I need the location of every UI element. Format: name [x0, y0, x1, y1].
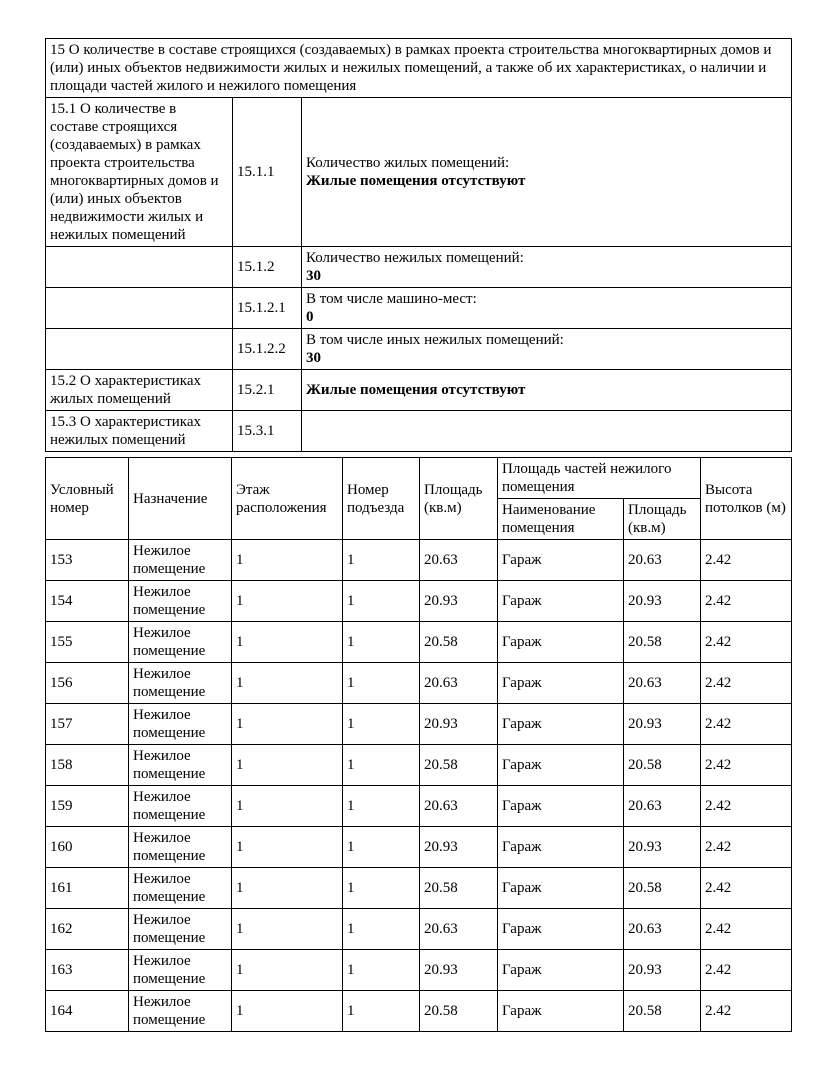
cell-purpose: Нежилое помещение	[129, 868, 232, 909]
cell-area: 20.63	[420, 540, 498, 581]
col-header-purpose: Назначение	[129, 458, 232, 540]
cell-part-name: Гараж	[498, 745, 624, 786]
cell-conditional-number: 154	[46, 581, 129, 622]
cell-entrance: 1	[343, 540, 420, 581]
cell-part-area: 20.58	[624, 868, 701, 909]
cell-conditional-number: 157	[46, 704, 129, 745]
table-row	[46, 540, 792, 581]
cell-part-name: Гараж	[498, 827, 624, 868]
col-header-area: Площадь (кв.м)	[420, 458, 498, 540]
cell-area: 20.63	[420, 909, 498, 950]
cell-conditional-number: 162	[46, 909, 129, 950]
value-15-1-2-1: 0	[306, 309, 314, 325]
code-15-1-1: 15.1.1	[233, 98, 302, 247]
table-row	[46, 909, 792, 950]
table-row	[46, 950, 792, 991]
section-15-table	[45, 38, 792, 452]
cell-purpose: Нежилое помещение	[129, 950, 232, 991]
empty-label-cell	[46, 247, 233, 288]
document-content	[45, 38, 791, 1032]
cell-conditional-number: 163	[46, 950, 129, 991]
row-15-1-2	[46, 247, 792, 288]
cell-ceiling-height: 2.42	[701, 622, 792, 663]
cell-area: 20.93	[420, 581, 498, 622]
cell-part-name: Гараж	[498, 622, 624, 663]
cell-conditional-number: 155	[46, 622, 129, 663]
table-row	[46, 704, 792, 745]
cell-floor: 1	[232, 663, 343, 704]
section-15-title-row	[46, 39, 792, 98]
cell-area: 20.63	[420, 786, 498, 827]
col-header-conditional-number: Условный номер	[46, 458, 129, 540]
cell-area: 20.93	[420, 704, 498, 745]
cell-area: 20.58	[420, 868, 498, 909]
cell-part-name: Гараж	[498, 581, 624, 622]
cell-area: 20.58	[420, 745, 498, 786]
cell-purpose: Нежилое помещение	[129, 663, 232, 704]
empty-label-cell	[46, 288, 233, 329]
cell-conditional-number: 159	[46, 786, 129, 827]
cell-purpose: Нежилое помещение	[129, 704, 232, 745]
value-15-1-2: 30	[306, 268, 321, 284]
col-header-entrance: Номер подъезда	[343, 458, 420, 540]
units-table-body	[46, 540, 792, 1032]
value-cell-15-1-2	[302, 247, 792, 288]
cell-purpose: Нежилое помещение	[129, 909, 232, 950]
col-header-part-area: Площадь (кв.м)	[624, 499, 701, 540]
section-15-2-label: 15.2 О характеристиках жилых помещений	[46, 370, 233, 411]
col-header-parts-group: Площадь частей нежилого помещения	[498, 458, 701, 499]
cell-floor: 1	[232, 581, 343, 622]
empty-label-cell	[46, 329, 233, 370]
table-row	[46, 991, 792, 1032]
cell-ceiling-height: 2.42	[701, 786, 792, 827]
cell-part-name: Гараж	[498, 909, 624, 950]
cell-part-area: 20.93	[624, 827, 701, 868]
cell-floor: 1	[232, 950, 343, 991]
section-15-1-label: 15.1 О количестве в составе строящихся (создаваемых) в рамках проекта строительства многоквартирных домов и (или) иных объектов недвижимости жилых и нежилых помещений	[46, 98, 233, 247]
cell-purpose: Нежилое помещение	[129, 581, 232, 622]
cell-area: 20.58	[420, 991, 498, 1032]
section-15-title: 15 О количестве в составе строящихся (создаваемых) в рамках проекта строительства многоквартирных домов и (или) иных объектов недвижимости жилых и нежилых помещений, а также об их характеристиках, о наличии и площади частей жилого и нежилого помещения	[46, 39, 792, 98]
cell-area: 20.63	[420, 663, 498, 704]
row-15-1-1	[46, 98, 792, 247]
cell-ceiling-height: 2.42	[701, 827, 792, 868]
cell-conditional-number: 153	[46, 540, 129, 581]
cell-floor: 1	[232, 540, 343, 581]
cell-part-area: 20.63	[624, 909, 701, 950]
col-header-part-name: Наименование помещения	[498, 499, 624, 540]
row-15-1-2-1	[46, 288, 792, 329]
col-header-ceiling-height: Высота потолков (м)	[701, 458, 792, 540]
cell-ceiling-height: 2.42	[701, 540, 792, 581]
cell-floor: 1	[232, 868, 343, 909]
table-row	[46, 868, 792, 909]
value-15-1-1: Жилые помещения отсутствуют	[306, 173, 526, 189]
cell-purpose: Нежилое помещение	[129, 622, 232, 663]
cell-part-name: Гараж	[498, 991, 624, 1032]
cell-area: 20.93	[420, 950, 498, 991]
cell-floor: 1	[232, 704, 343, 745]
table-row	[46, 622, 792, 663]
code-15-1-2: 15.1.2	[233, 247, 302, 288]
cell-purpose: Нежилое помещение	[129, 991, 232, 1032]
cell-conditional-number: 164	[46, 991, 129, 1032]
cell-purpose: Нежилое помещение	[129, 827, 232, 868]
cell-entrance: 1	[343, 950, 420, 991]
code-15-1-2-2: 15.1.2.2	[233, 329, 302, 370]
cell-ceiling-height: 2.42	[701, 745, 792, 786]
cell-part-area: 20.63	[624, 786, 701, 827]
cell-part-area: 20.93	[624, 704, 701, 745]
value-15-2-1: Жилые помещения отсутствуют	[302, 370, 792, 411]
table-row	[46, 581, 792, 622]
cell-area: 20.93	[420, 827, 498, 868]
cell-part-area: 20.63	[624, 663, 701, 704]
table-row	[46, 827, 792, 868]
cell-ceiling-height: 2.42	[701, 909, 792, 950]
cell-conditional-number: 161	[46, 868, 129, 909]
cell-part-area: 20.63	[624, 540, 701, 581]
cell-part-name: Гараж	[498, 704, 624, 745]
cell-purpose: Нежилое помещение	[129, 540, 232, 581]
cell-part-name: Гараж	[498, 663, 624, 704]
cell-floor: 1	[232, 745, 343, 786]
cell-ceiling-height: 2.42	[701, 663, 792, 704]
cell-purpose: Нежилое помещение	[129, 786, 232, 827]
cell-part-area: 20.93	[624, 950, 701, 991]
cell-part-area: 20.58	[624, 622, 701, 663]
section-15-3-label: 15.3 О характеристиках нежилых помещений	[46, 411, 233, 452]
cell-conditional-number: 158	[46, 745, 129, 786]
cell-entrance: 1	[343, 991, 420, 1032]
cell-area: 20.58	[420, 622, 498, 663]
value-15-3-1	[302, 411, 792, 452]
cell-entrance: 1	[343, 663, 420, 704]
code-15-1-2-1: 15.1.2.1	[233, 288, 302, 329]
col-header-floor: Этаж расположения	[232, 458, 343, 540]
cell-part-name: Гараж	[498, 950, 624, 991]
cell-conditional-number: 160	[46, 827, 129, 868]
cell-conditional-number: 156	[46, 663, 129, 704]
row-15-3-1	[46, 411, 792, 452]
cell-entrance: 1	[343, 745, 420, 786]
units-table	[45, 457, 792, 1032]
cell-ceiling-height: 2.42	[701, 950, 792, 991]
cell-entrance: 1	[343, 868, 420, 909]
table-row	[46, 745, 792, 786]
cell-entrance: 1	[343, 704, 420, 745]
cell-entrance: 1	[343, 622, 420, 663]
caption-15-1-1: Количество жилых помещений:	[306, 155, 510, 171]
value-cell-15-1-2-1	[302, 288, 792, 329]
cell-ceiling-height: 2.42	[701, 991, 792, 1032]
caption-15-1-2-1: В том числе машино-мест:	[306, 291, 477, 307]
cell-ceiling-height: 2.42	[701, 704, 792, 745]
value-cell-15-1-2-2	[302, 329, 792, 370]
caption-15-1-2: Количество нежилых помещений:	[306, 250, 524, 266]
cell-entrance: 1	[343, 786, 420, 827]
code-15-3-1: 15.3.1	[233, 411, 302, 452]
cell-floor: 1	[232, 786, 343, 827]
row-15-1-2-2	[46, 329, 792, 370]
code-15-2-1: 15.2.1	[233, 370, 302, 411]
cell-entrance: 1	[343, 827, 420, 868]
cell-part-name: Гараж	[498, 868, 624, 909]
cell-part-area: 20.58	[624, 991, 701, 1032]
cell-part-area: 20.58	[624, 745, 701, 786]
cell-purpose: Нежилое помещение	[129, 745, 232, 786]
cell-part-name: Гараж	[498, 540, 624, 581]
cell-floor: 1	[232, 909, 343, 950]
units-table-header	[46, 458, 792, 540]
cell-ceiling-height: 2.42	[701, 581, 792, 622]
cell-entrance: 1	[343, 581, 420, 622]
row-15-2-1	[46, 370, 792, 411]
cell-part-name: Гараж	[498, 786, 624, 827]
cell-part-area: 20.93	[624, 581, 701, 622]
value-cell-15-1-1	[302, 98, 792, 247]
table-row	[46, 663, 792, 704]
caption-15-1-2-2: В том числе иных нежилых помещений:	[306, 332, 564, 348]
cell-floor: 1	[232, 622, 343, 663]
table-row	[46, 786, 792, 827]
header-row-top	[46, 458, 792, 499]
cell-floor: 1	[232, 827, 343, 868]
value-15-1-2-2: 30	[306, 350, 321, 366]
cell-ceiling-height: 2.42	[701, 868, 792, 909]
cell-floor: 1	[232, 991, 343, 1032]
cell-entrance: 1	[343, 909, 420, 950]
